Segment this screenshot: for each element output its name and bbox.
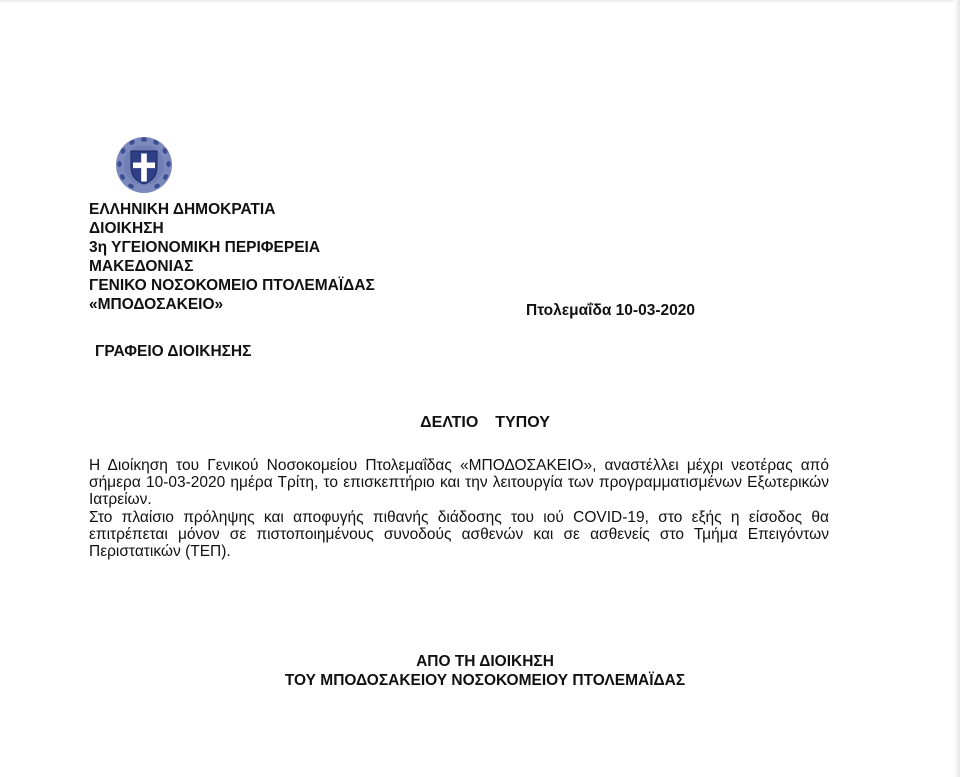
document-body <box>89 457 829 560</box>
body-paragraph-covid: Στο πλαίσιο πρόληψης και αποφυγής πιθανής διάδοσης του ιού COVID-19, στο εξής η είσοδος θα επιτρέπεται μόνον σε πιστοποιημένους συνοδούς ασθενών και σε ασθενείς στο Τμήμα Επειγόντων Περιστατικών (ΤΕΠ). <box>89 508 829 561</box>
header-line-health-region: 3η ΥΓΕΙΟΝΟΜΙΚΗ ΠΕΡΙΦΕΡΕΙΑ <box>89 239 321 256</box>
body-paragraph-suspension: Η Διοίκηση του Γενικού Νοσοκομείου Πτολεμαΐδας «ΜΠΟΔΟΣΑΚΕΙΟ», αναστέλλει μέχρι νεοτέρας από σήμερα 10-03-2020 ημέρα Τρίτη, το επισκεπτήριο και την λειτουργία των προγραμματισμένων Εξωτερικών Ιατρείων. <box>89 457 829 509</box>
header-line-administration: ΔΙΟΙΚΗΣΗ <box>89 220 164 237</box>
issuer-header <box>89 200 375 314</box>
header-line-hospital-name: «ΜΠΟΔΟΣΑΚΕΙΟ» <box>89 296 224 313</box>
signature-block <box>0 652 960 690</box>
header-line-macedonia: ΜΑΚΕΔΟΝΙΑΣ <box>89 258 194 275</box>
greek-state-emblem-icon <box>114 135 174 195</box>
document-title: ΔΕΛΤΙΟ ΤΥΠΟΥ <box>420 414 550 431</box>
header-line-republic: ΕΛΛΗΝΙΚΗ ΔΗΜΟΚΡΑΤΙΑ <box>89 201 276 218</box>
page-top-edge <box>0 0 960 3</box>
signature-line-hospital: ΤΟΥ ΜΠΟΔΟΣΑΚΕΙΟΥ ΝΟΣΟΚΟΜΕΙΟΥ ΠΤΟΛΕΜΑΪΔΑΣ <box>284 672 686 689</box>
office-label: ΓΡΑΦΕΙΟ ΔΙΟΙΚΗΣΗΣ <box>95 343 252 360</box>
document-date: Πτολεμαΐδα 10-03-2020 <box>526 302 695 319</box>
header-line-hospital: ΓΕΝΙΚΟ ΝΟΣΟΚΟΜΕΙΟ ΠΤΟΛΕΜΑΪΔΑΣ <box>89 277 375 294</box>
signature-line-administration: ΑΠΟ ΤΗ ΔΙΟΙΚΗΣΗ <box>416 653 554 670</box>
